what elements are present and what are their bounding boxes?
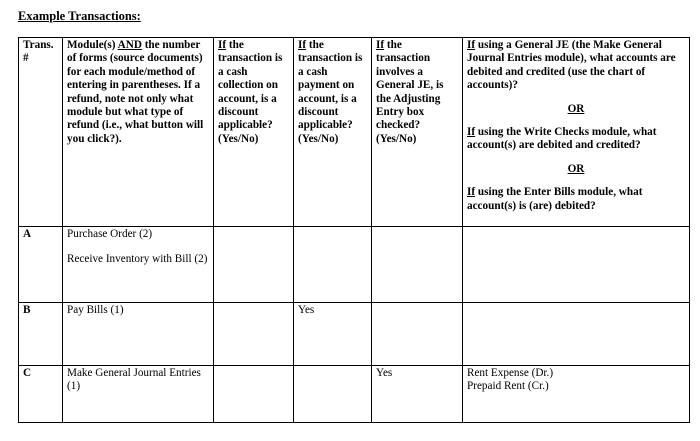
row-module-line1: Pay Bills (1) — [67, 304, 124, 316]
row-collection — [214, 366, 294, 423]
row-id: A — [19, 227, 63, 303]
header-payment-if: If — [298, 39, 307, 51]
row-collection — [214, 227, 294, 303]
header-accounts-part3-rest: using the Enter Bills module, what account(s) is (are) debited? — [467, 186, 643, 212]
row-id: C — [19, 366, 63, 423]
header-accounts-part2-if: If — [467, 126, 476, 139]
header-adjusting-rest: the transaction involves a General JE, is the Adjusting Entry box checked? (Yes/No) — [376, 39, 444, 145]
transactions-table — [18, 37, 690, 423]
header-accounts-or2: OR — [567, 162, 585, 175]
row-module — [63, 227, 214, 303]
header-collection — [214, 38, 294, 227]
table-row — [19, 227, 690, 303]
header-accounts-part1-rest: using a General JE (the Make General Journal Entries module), what accounts are debited and credited (use the chart of accounts)? — [467, 39, 676, 92]
row-payment — [294, 366, 372, 423]
row-adjusting — [372, 303, 463, 366]
page-heading: Example Transactions: — [18, 9, 141, 23]
row-accounts — [463, 227, 690, 303]
row-accounts-line2: Prepaid Rent (Cr.) — [467, 380, 549, 393]
header-payment — [294, 38, 372, 227]
header-adjusting — [372, 38, 463, 227]
row-id: B — [19, 303, 63, 366]
header-payment-rest: the transaction is a cash payment on account, is a discount applicable? (Yes/No) — [298, 39, 363, 145]
row-module-line1: Make General Journal Entries (1) — [67, 367, 201, 393]
row-module — [63, 366, 214, 423]
header-collection-rest: the transaction is a cash collection on account, is a discount applicable? (Yes/No) — [218, 39, 283, 145]
header-accounts-part1 — [467, 39, 676, 91]
header-accounts-or1: OR — [567, 102, 585, 115]
row-payment: Yes — [294, 303, 372, 366]
header-trans-line1: Trans. — [23, 39, 54, 51]
row-module-line1: Purchase Order (2) — [67, 228, 153, 240]
row-adjusting — [372, 227, 463, 303]
header-adjusting-if: If — [376, 39, 385, 51]
header-accounts-part2 — [467, 126, 657, 151]
table-row — [19, 303, 690, 366]
header-trans-line2: # — [23, 52, 29, 65]
header-accounts-part2-rest: using the Write Checks module, what account(s) are debited and credited? — [467, 126, 657, 152]
header-module-and: AND — [117, 39, 142, 51]
row-collection — [214, 303, 294, 366]
header-accounts-part1-if: If — [467, 39, 476, 51]
row-module-line2: Receive Inventory with Bill (2) — [67, 253, 208, 266]
table-row — [19, 366, 690, 423]
row-payment — [294, 227, 372, 303]
row-adjusting: Yes — [372, 366, 463, 423]
header-module — [63, 38, 214, 227]
row-accounts — [463, 303, 690, 366]
row-module — [63, 303, 214, 366]
header-accounts-part3-if: If — [467, 186, 476, 199]
header-collection-if: If — [218, 39, 227, 51]
row-accounts — [463, 366, 690, 423]
header-row — [19, 38, 690, 227]
header-trans — [19, 38, 63, 227]
header-module-prefix: Module(s) — [67, 39, 118, 51]
header-module-rest: the number of forms (source documents) for each module/method of entering in parentheses. If a refund, note not only what module but what type of refund (i.e., what button will you click?). — [67, 39, 204, 145]
header-accounts-part3 — [467, 186, 642, 211]
header-accounts — [463, 38, 690, 227]
row-accounts-line1: Rent Expense (Dr.) — [467, 367, 554, 379]
